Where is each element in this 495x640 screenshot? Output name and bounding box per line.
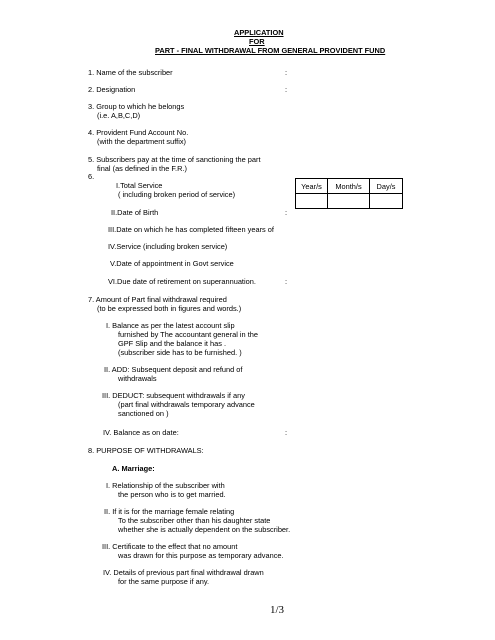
table-row [296, 194, 403, 209]
item-total-service-note: ( including broken period of service) [118, 190, 236, 199]
colon: : [285, 85, 288, 94]
item-female-relating-line3: whether she is actually dependent on the subscriber. [118, 525, 291, 534]
item-group: 3. Group to which he belongs [88, 102, 185, 111]
table-header-years: Year/s [296, 179, 328, 194]
service-table [295, 178, 403, 209]
item-add-deposit: II. ADD: Subsequent deposit and refund of [104, 365, 243, 374]
item-total-service: I.Total Service [116, 181, 163, 190]
item-balance-slip-line4: (subscriber side has to be furnished. ) [118, 348, 242, 357]
item-pay-note: final (as defined in the F.R.) [97, 164, 187, 173]
item-name-of-subscriber: 1. Name of the subscriber [88, 68, 173, 77]
item-marriage-heading: A. Marriage: [112, 464, 155, 473]
item-6-number: 6. [88, 172, 95, 181]
item-purpose: 8. PURPOSE OF WITHDRAWALS: [88, 446, 204, 455]
item-amount-withdrawal: 7. Amount of Part final withdrawal required [88, 295, 227, 304]
item-retirement-date: VI.Due date of retirement on superannuation. [108, 277, 256, 286]
title-for: FOR [249, 37, 265, 46]
item-date-appointment: V.Date of appointment in Govt service [110, 259, 234, 268]
item-pf-account: 4. Provident Fund Account No. [88, 128, 189, 137]
item-group-note: (i.e. A,B,C,D) [97, 111, 141, 120]
item-service-broken: IV.Service (including broken service) [108, 242, 228, 251]
item-balance-on-date: IV. Balance as on date: [103, 428, 179, 437]
item-designation: 2. Designation [88, 85, 136, 94]
item-previous-details-line2: for the same purpose if any. [118, 577, 210, 586]
table-cell-months[interactable] [328, 194, 370, 209]
table-cell-years[interactable] [296, 194, 328, 209]
colon: : [285, 277, 288, 286]
table-header-months: Month/s [328, 179, 370, 194]
colon: : [285, 208, 288, 217]
title-main: PART - FINAL WITHDRAWAL FROM GENERAL PROVIDENT FUND [155, 46, 386, 55]
table-row [296, 179, 403, 194]
item-relationship-line2: the person who is to get married. [118, 490, 226, 499]
item-amount-withdrawal-note: (to be expressed both in figures and words.) [97, 304, 242, 313]
table-header-days: Day/s [370, 179, 403, 194]
item-previous-details: IV. Details of previous part final withdrawal drawn [103, 568, 264, 577]
colon: : [285, 428, 288, 437]
item-female-relating-line2: To the subscriber other than his daughter state [118, 516, 271, 525]
item-pf-account-note: (with the department suffix) [97, 137, 187, 146]
item-date-of-birth: II.Date of Birth [111, 208, 159, 217]
colon: : [285, 68, 288, 77]
item-deduct-withdrawals: III. DEDUCT: subsequent withdrawals if any [102, 391, 245, 400]
title-application: APPLICATION [234, 28, 284, 37]
item-deduct-line2: (part final withdrawals temporary advance [118, 400, 255, 409]
page-number: 1/3 [270, 604, 285, 616]
item-female-relating: II. If it is for the marriage female relating [104, 507, 235, 516]
item-certificate: III. Certificate to the effect that no amount [102, 542, 238, 551]
item-pay: 5. Subscribers pay at the time of sanctioning the part [88, 155, 261, 164]
item-relationship: I. Relationship of the subscriber with [106, 481, 225, 490]
item-deduct-line3: sanctioned on ) [118, 409, 169, 418]
item-add-deposit-line2: withdrawals [118, 374, 157, 383]
item-balance-slip-line2: furnished by The accountant general in the [118, 330, 258, 339]
item-balance-slip: I. Balance as per the latest account slip [106, 321, 235, 330]
table-cell-days[interactable] [370, 194, 403, 209]
item-fifteen-years: III.Date on which he has completed fifteen years of [108, 225, 274, 234]
item-balance-slip-line3: GPF Slip and the balance it has . [118, 339, 227, 348]
item-certificate-line2: was drawn for this purpose as temporary advance. [118, 551, 284, 560]
